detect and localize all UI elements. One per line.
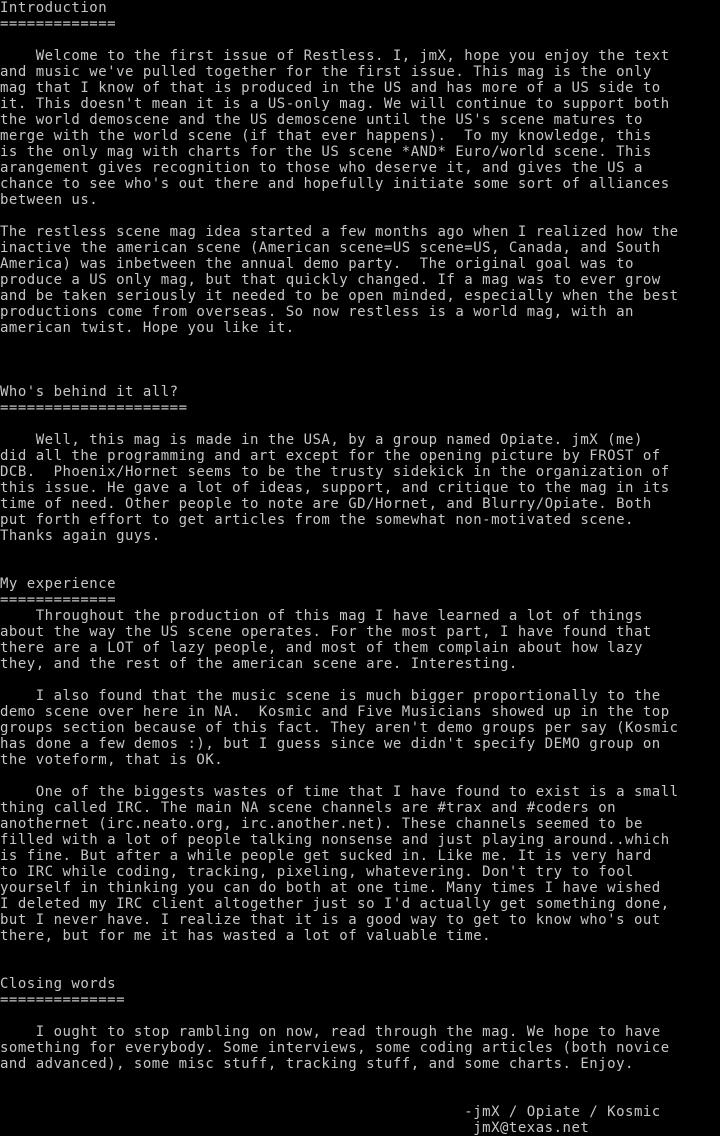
text-line: [0, 960, 720, 976]
text-line: Thanks again guys.: [0, 528, 161, 544]
text-line: and advanced), some misc stuff, tracking stuff, and some charts. Enjoy.: [0, 1056, 634, 1072]
text-line: =============: [0, 16, 117, 32]
text-line: produce a US only mag, but that quickly changed. If a mag was to ever grow: [0, 272, 661, 288]
text-line: [0, 672, 720, 688]
text-line: -jmX / Opiate / Kosmic: [0, 1104, 661, 1120]
text-line: Closing words: [0, 976, 117, 992]
text-line: groups section because of this fact. They aren't demo groups per say (Kosmic: [0, 720, 679, 736]
text-line: this issue. He gave a lot of ideas, support, and critique to the mag in its: [0, 480, 670, 496]
text-line: put forth effort to get articles from the somewhat non-motivated scene.: [0, 512, 634, 528]
text-line: jmX@texas.net: [0, 1120, 590, 1136]
text-line: yourself in thinking you can do both at one time. Many times I have wished: [0, 880, 661, 896]
text-line: [0, 336, 720, 352]
text-line: [0, 208, 720, 224]
text-line: there, but for me it has wasted a lot of valuable time.: [0, 928, 492, 944]
text-line: anothernet (irc.neato.org, irc.another.net). These channels seemed to be: [0, 816, 643, 832]
text-line: has done a few demos :), but I guess since we didn't specify DEMO group on: [0, 736, 661, 752]
text-line: is the only mag with charts for the US scene *AND* Euro/world scene. This: [0, 144, 652, 160]
text-line: the world demoscene and the US demoscene until the US's scene matures to: [0, 112, 643, 128]
text-line: Throughout the production of this mag I have learned a lot of things: [0, 608, 643, 624]
text-line: they, and the rest of the american scene are. Interesting.: [0, 656, 518, 672]
text-line: DCB. Phoenix/Hornet seems to be the trusty sidekick in the organization of: [0, 464, 670, 480]
text-line: =============: [0, 592, 117, 608]
text-line: to IRC while coding, tracking, pixeling, whatevering. Don't try to fool: [0, 864, 634, 880]
text-line: One of the biggests wastes of time that I have found to exist is a small: [0, 784, 679, 800]
text-line: arangement gives recognition to those who deserve it, and gives the US a: [0, 160, 643, 176]
text-line: My experience: [0, 576, 117, 592]
text-line: [0, 544, 720, 560]
text-line: [0, 768, 720, 784]
text-line: [0, 368, 720, 384]
text-line: something for everybody. Some interviews, some coding articles (both novice: [0, 1040, 670, 1056]
text-line: [0, 1008, 720, 1024]
text-line: The restless scene mag idea started a few months ago when I realized how the: [0, 224, 679, 240]
text-line: I also found that the music scene is much bigger proportionally to the: [0, 688, 661, 704]
text-line: demo scene over here in NA. Kosmic and Five Musicians showed up in the top: [0, 704, 670, 720]
text-line: and music we've pulled together for the first issue. This mag is the only: [0, 64, 652, 80]
text-line: it. This doesn't mean it is a US-only mag. We will continue to support both: [0, 96, 670, 112]
text-line: productions come from overseas. So now restless is a world mag, with an: [0, 304, 634, 320]
text-line: I deleted my IRC client altogether just so I'd actually get something done,: [0, 896, 670, 912]
text-line: and be taken seriously it needed to be open minded, especially when the best: [0, 288, 679, 304]
text-line: inactive the american scene (American scene=US scene=US, Canada, and South: [0, 240, 661, 256]
text-line: Well, this mag is made in the USA, by a group named Opiate. jmX (me): [0, 432, 643, 448]
text-line: [0, 944, 720, 960]
text-line: american twist. Hope you like it.: [0, 320, 295, 336]
text-line: did all the programming and art except for the opening picture by FROST of: [0, 448, 661, 464]
text-line: [0, 1088, 720, 1104]
text-line: Welcome to the first issue of Restless. I, jmX, hope you enjoy the text: [0, 48, 670, 64]
text-line: mag that I know of that is produced in the US and has more of a US side to: [0, 80, 661, 96]
text-line: Who's behind it all?: [0, 384, 179, 400]
text-line: about the way the US scene operates. For the most part, I have found that: [0, 624, 652, 640]
text-line: America) was inbetween the annual demo party. The original goal was to: [0, 256, 634, 272]
text-line: chance to see who's out there and hopefully initiate some sort of alliances: [0, 176, 670, 192]
text-line: thing called IRC. The main NA scene channels are #trax and #coders on: [0, 800, 617, 816]
text-line: [0, 352, 720, 368]
text-line: between us.: [0, 192, 99, 208]
text-line: [0, 560, 720, 576]
text-line: is fine. But after a while people get sucked in. Like me. It is very hard: [0, 848, 652, 864]
text-line: [0, 416, 720, 432]
text-line: ==============: [0, 992, 126, 1008]
text-line: filled with a lot of people talking nonsense and just playing around..which: [0, 832, 670, 848]
text-line: merge with the world scene (if that ever happens). To my knowledge, this: [0, 128, 652, 144]
text-line: [0, 1072, 720, 1088]
text-line: there are a LOT of lazy people, and most of them complain about how lazy: [0, 640, 643, 656]
text-line: [0, 32, 720, 48]
text-line: Introduction: [0, 0, 108, 16]
text-line: =====================: [0, 400, 188, 416]
text-line: time of need. Other people to note are GD/Hornet, and Blurry/Opiate. Both: [0, 496, 652, 512]
text-line: the voteform, that is OK.: [0, 752, 224, 768]
text-line: I ought to stop rambling on now, read through the mag. We hope to have: [0, 1024, 661, 1040]
text-line: but I never have. I realize that it is a good way to get to know who's out: [0, 912, 661, 928]
